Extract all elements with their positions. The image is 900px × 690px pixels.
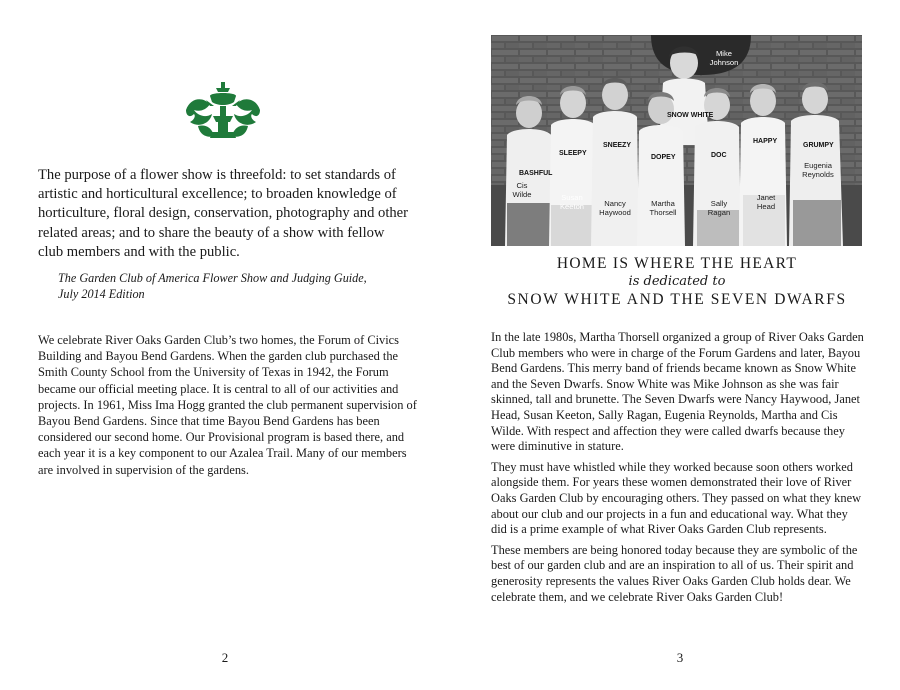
shirt-label-sleepy: SLEEPY [559, 150, 587, 157]
garden-club-lamp-emblem-icon [180, 80, 266, 144]
caption-sally-ragan: Sally Ragan [707, 199, 731, 217]
title-line-dedicated: is dedicated to [628, 274, 726, 289]
right-page [450, 0, 900, 690]
dedication-paragraph: These members are being honored today because they are symbolic of the best of our garden club and are an inspiration to all of us. Their spirit and generosity represents the values River Oaks Garden Club holds dear. We celebrate them, and we celebrate River Oaks Garden Club! [491, 542, 858, 604]
shirt-label-grumpy: GRUMPY [803, 142, 834, 149]
page-number-right: 3 [676, 650, 684, 665]
dedication-paragraph: In the late 1980s, Martha Thorsell organized a group of River Oaks Garden Club members who were in charge of the Forum Gardens and later, Bayou Bend Gardens. This merry band of friends became known as Snow White and the Seven Dwarfs. Snow White was Mike Johnson as she was fair skinned, tall and brunette. The Seven Dwarfs were Nancy Haywood, Janet Head, Susan Keeton, Sally Ragan, Eugenia Reynolds, Martha and Cis Wilde. With respect and affection they were called dwarfs because they were diminutive in stature. [491, 330, 864, 454]
source-citation-line2: July 2014 Edition [58, 287, 145, 301]
dedication-paragraph: They must have whistled while they worked because soon others worked alongside them. For years these women demonstrated their love of River Oaks Garden Club by encouraging others. They passed on what they knew about our club and our projects in a fun and educational way. What they did is a prime example of what River Oaks Garden Club represents. [491, 459, 862, 537]
caption-susan-keeton: Susan Keeton [559, 193, 585, 211]
caption-mike-johnson: Mike Johnson [709, 49, 739, 67]
shirt-label-sneezy: SNEEZY [603, 142, 632, 149]
title-line-snow-white: SNOW WHITE AND THE SEVEN DWARFS [507, 291, 847, 308]
caption-nancy-haywood: Nancy Haywood [599, 199, 631, 217]
source-citation-line1: The Garden Club of America Flower Show and Judging Guide, [58, 271, 367, 285]
shirt-label-dopey: DOPEY [651, 154, 676, 161]
dedication-body [491, 330, 866, 610]
caption-eugenia-reynolds: Eugenia Reynolds [802, 161, 834, 179]
title-line-home: HOME IS WHERE THE HEART [556, 255, 798, 272]
shirt-label-doc: DOC [711, 152, 727, 159]
caption-cis-wilde: Cis Wilde [512, 181, 532, 199]
source-citation [58, 270, 388, 302]
dedication-title [470, 254, 884, 310]
shirt-label-bashful: BASHFUL [519, 170, 553, 177]
caption-janet-head: Janet Head [756, 193, 776, 211]
page-number-left: 2 [221, 650, 229, 665]
club-homes-paragraph: We celebrate River Oaks Garden Club’s two homes, the Forum of Civics Building and Bayou Bend Gardens. When the garden club purchased the Smith County School from the University of Texas in 1942, the Forum became our official meeting place. It is central to all of our activities and projects. In 1961, Miss Ima Hogg granted the club permanent supervision of Bayou Bend Gardens. Since that time Bayou Bend Gardens has been considered our second home. Our Provisional program is based there, and each year it is a key component to our Azalea Trail. Many of our members are involved in supervision of the gardens. [38, 333, 417, 477]
caption-martha-thorsell: Martha Thorsell [649, 199, 677, 217]
group-photo [491, 35, 862, 246]
shirt-label-snow-white: SNOW WHITE [667, 112, 714, 119]
flower-show-purpose-text: The purpose of a flower show is threefold: to set standards of artistic and horticultural excellence; to broaden knowledge of horticulture, floral design, conservation, photography and other related areas; and to share the beauty of a show with fellow club members and with the public. [38, 167, 409, 260]
shirt-label-happy: HAPPY [753, 138, 778, 145]
